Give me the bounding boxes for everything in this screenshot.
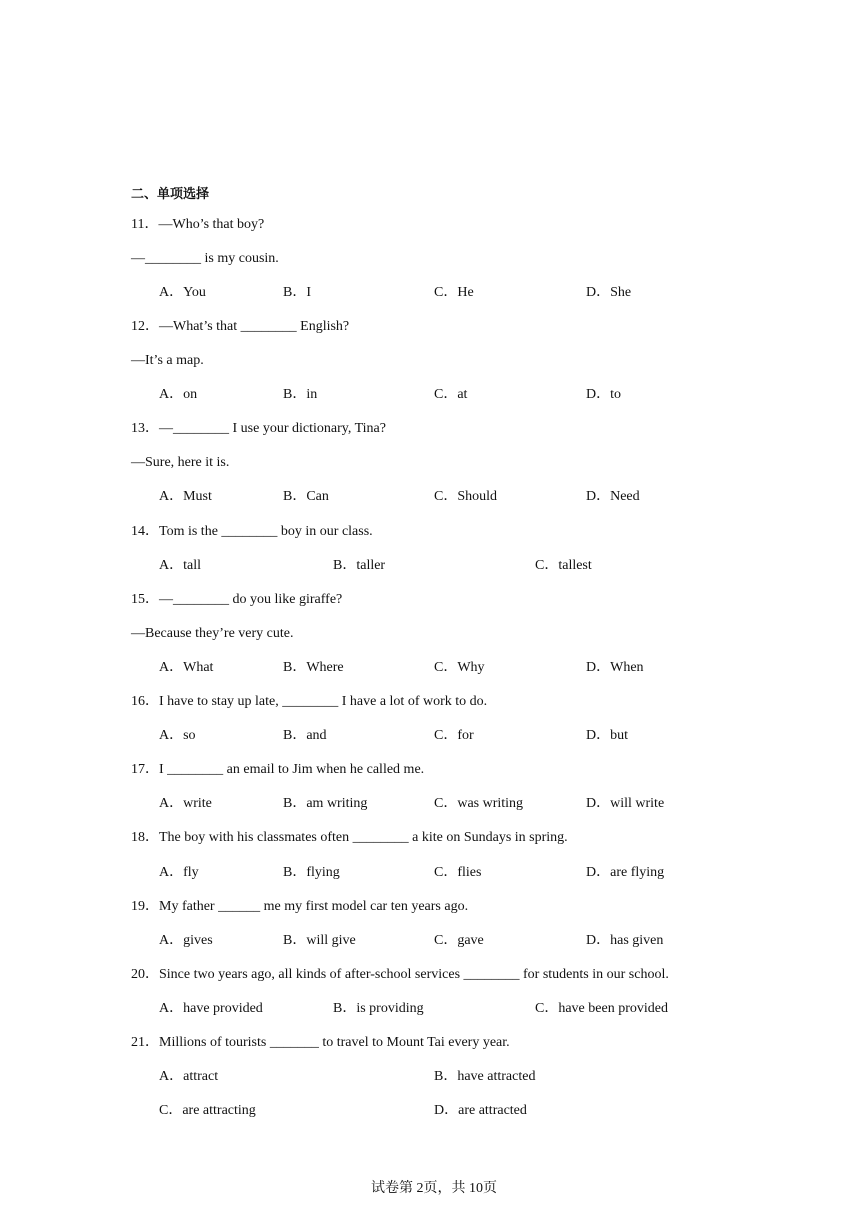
question-12-option-d: D．to	[586, 387, 621, 402]
question-21-option-a: A．attract	[159, 1069, 219, 1084]
question-15-stem2: —Because they’re very cute.	[131, 626, 294, 641]
question-20-option-c: C．have been provided	[535, 1001, 668, 1016]
question-16-option-c: C．for	[434, 728, 474, 743]
question-21-option-c: C．are attracting	[159, 1103, 256, 1118]
question-15-option-b: B．Where	[283, 660, 344, 675]
question-18-option-d: D．are flying	[586, 865, 665, 880]
question-21-stem: 21．Millions of tourists _______ to travel to Mount Tai every year.	[131, 1035, 510, 1050]
question-17-stem: 17．I ________ an email to Jim when he called me.	[131, 762, 425, 777]
question-16-option-a: A．so	[159, 728, 196, 743]
question-21-option-b: B．have attracted	[434, 1069, 536, 1084]
question-12-stem2: —It’s a map.	[131, 353, 204, 368]
question-17-option-d: D．will write	[586, 796, 665, 811]
question-12-stem: 12．—What’s that ________ English?	[131, 319, 350, 334]
question-11-option-b: B．I	[283, 285, 311, 300]
question-19-option-d: D．has given	[586, 933, 664, 948]
question-14-option-b: B．taller	[333, 558, 386, 573]
question-15-stem: 15．—________ do you like giraffe?	[131, 592, 343, 607]
question-13-stem2: —Sure, here it is.	[131, 455, 230, 470]
question-20-stem: 20．Since two years ago, all kinds of after-school services ________ for students in our school.	[131, 967, 669, 982]
question-13-option-c: C．Should	[434, 489, 498, 504]
question-17-option-a: A．write	[159, 796, 212, 811]
question-17-option-c: C．was writing	[434, 796, 524, 811]
question-18-option-a: A．fly	[159, 865, 199, 880]
question-15-option-d: D．When	[586, 660, 644, 675]
question-18-stem: 18．The boy with his classmates often ________ a kite on Sundays in spring.	[131, 830, 568, 845]
question-11-option-d: D．She	[586, 285, 632, 300]
question-11-option-a: A．You	[159, 285, 206, 300]
question-12-option-b: B．in	[283, 387, 318, 402]
question-18-option-b: B．flying	[283, 865, 340, 880]
question-12-option-c: C．at	[434, 387, 468, 402]
question-19-option-a: A．gives	[159, 933, 213, 948]
question-12-option-a: A．on	[159, 387, 198, 402]
question-11-option-c: C．He	[434, 285, 474, 300]
question-11-stem: 11．—Who’s that boy?	[131, 217, 265, 232]
question-18-option-c: C．flies	[434, 865, 482, 880]
question-17-option-b: B．am writing	[283, 796, 368, 811]
question-14-option-c: C．tallest	[535, 558, 592, 573]
question-14-option-a: A．tall	[159, 558, 201, 573]
question-19-stem: 19．My father ______ me my first model car ten years ago.	[131, 899, 469, 914]
question-13-option-b: B．Can	[283, 489, 329, 504]
question-16-stem: 16．I have to stay up late, ________ I have a lot of work to do.	[131, 694, 488, 709]
question-16-option-d: D．but	[586, 728, 628, 743]
question-19-option-b: B．will give	[283, 933, 356, 948]
question-14-stem: 14．Tom is the ________ boy in our class.	[131, 524, 373, 539]
question-13-option-d: D．Need	[586, 489, 640, 504]
question-15-option-a: A．What	[159, 660, 214, 675]
question-13-stem: 13．—________ I use your dictionary, Tina?	[131, 421, 386, 436]
page-footer: 试卷第 2页，共 10页	[371, 1181, 497, 1196]
question-16-option-b: B．and	[283, 728, 327, 743]
question-15-option-c: C．Why	[434, 660, 485, 675]
section-title: 二、单项选择	[131, 187, 210, 202]
question-20-option-a: A．have provided	[159, 1001, 263, 1016]
question-19-option-c: C．gave	[434, 933, 484, 948]
question-11-stem2: —________ is my cousin.	[131, 251, 279, 266]
question-13-option-a: A．Must	[159, 489, 212, 504]
question-20-option-b: B．is providing	[333, 1001, 424, 1016]
question-21-option-d: D．are attracted	[434, 1103, 527, 1118]
